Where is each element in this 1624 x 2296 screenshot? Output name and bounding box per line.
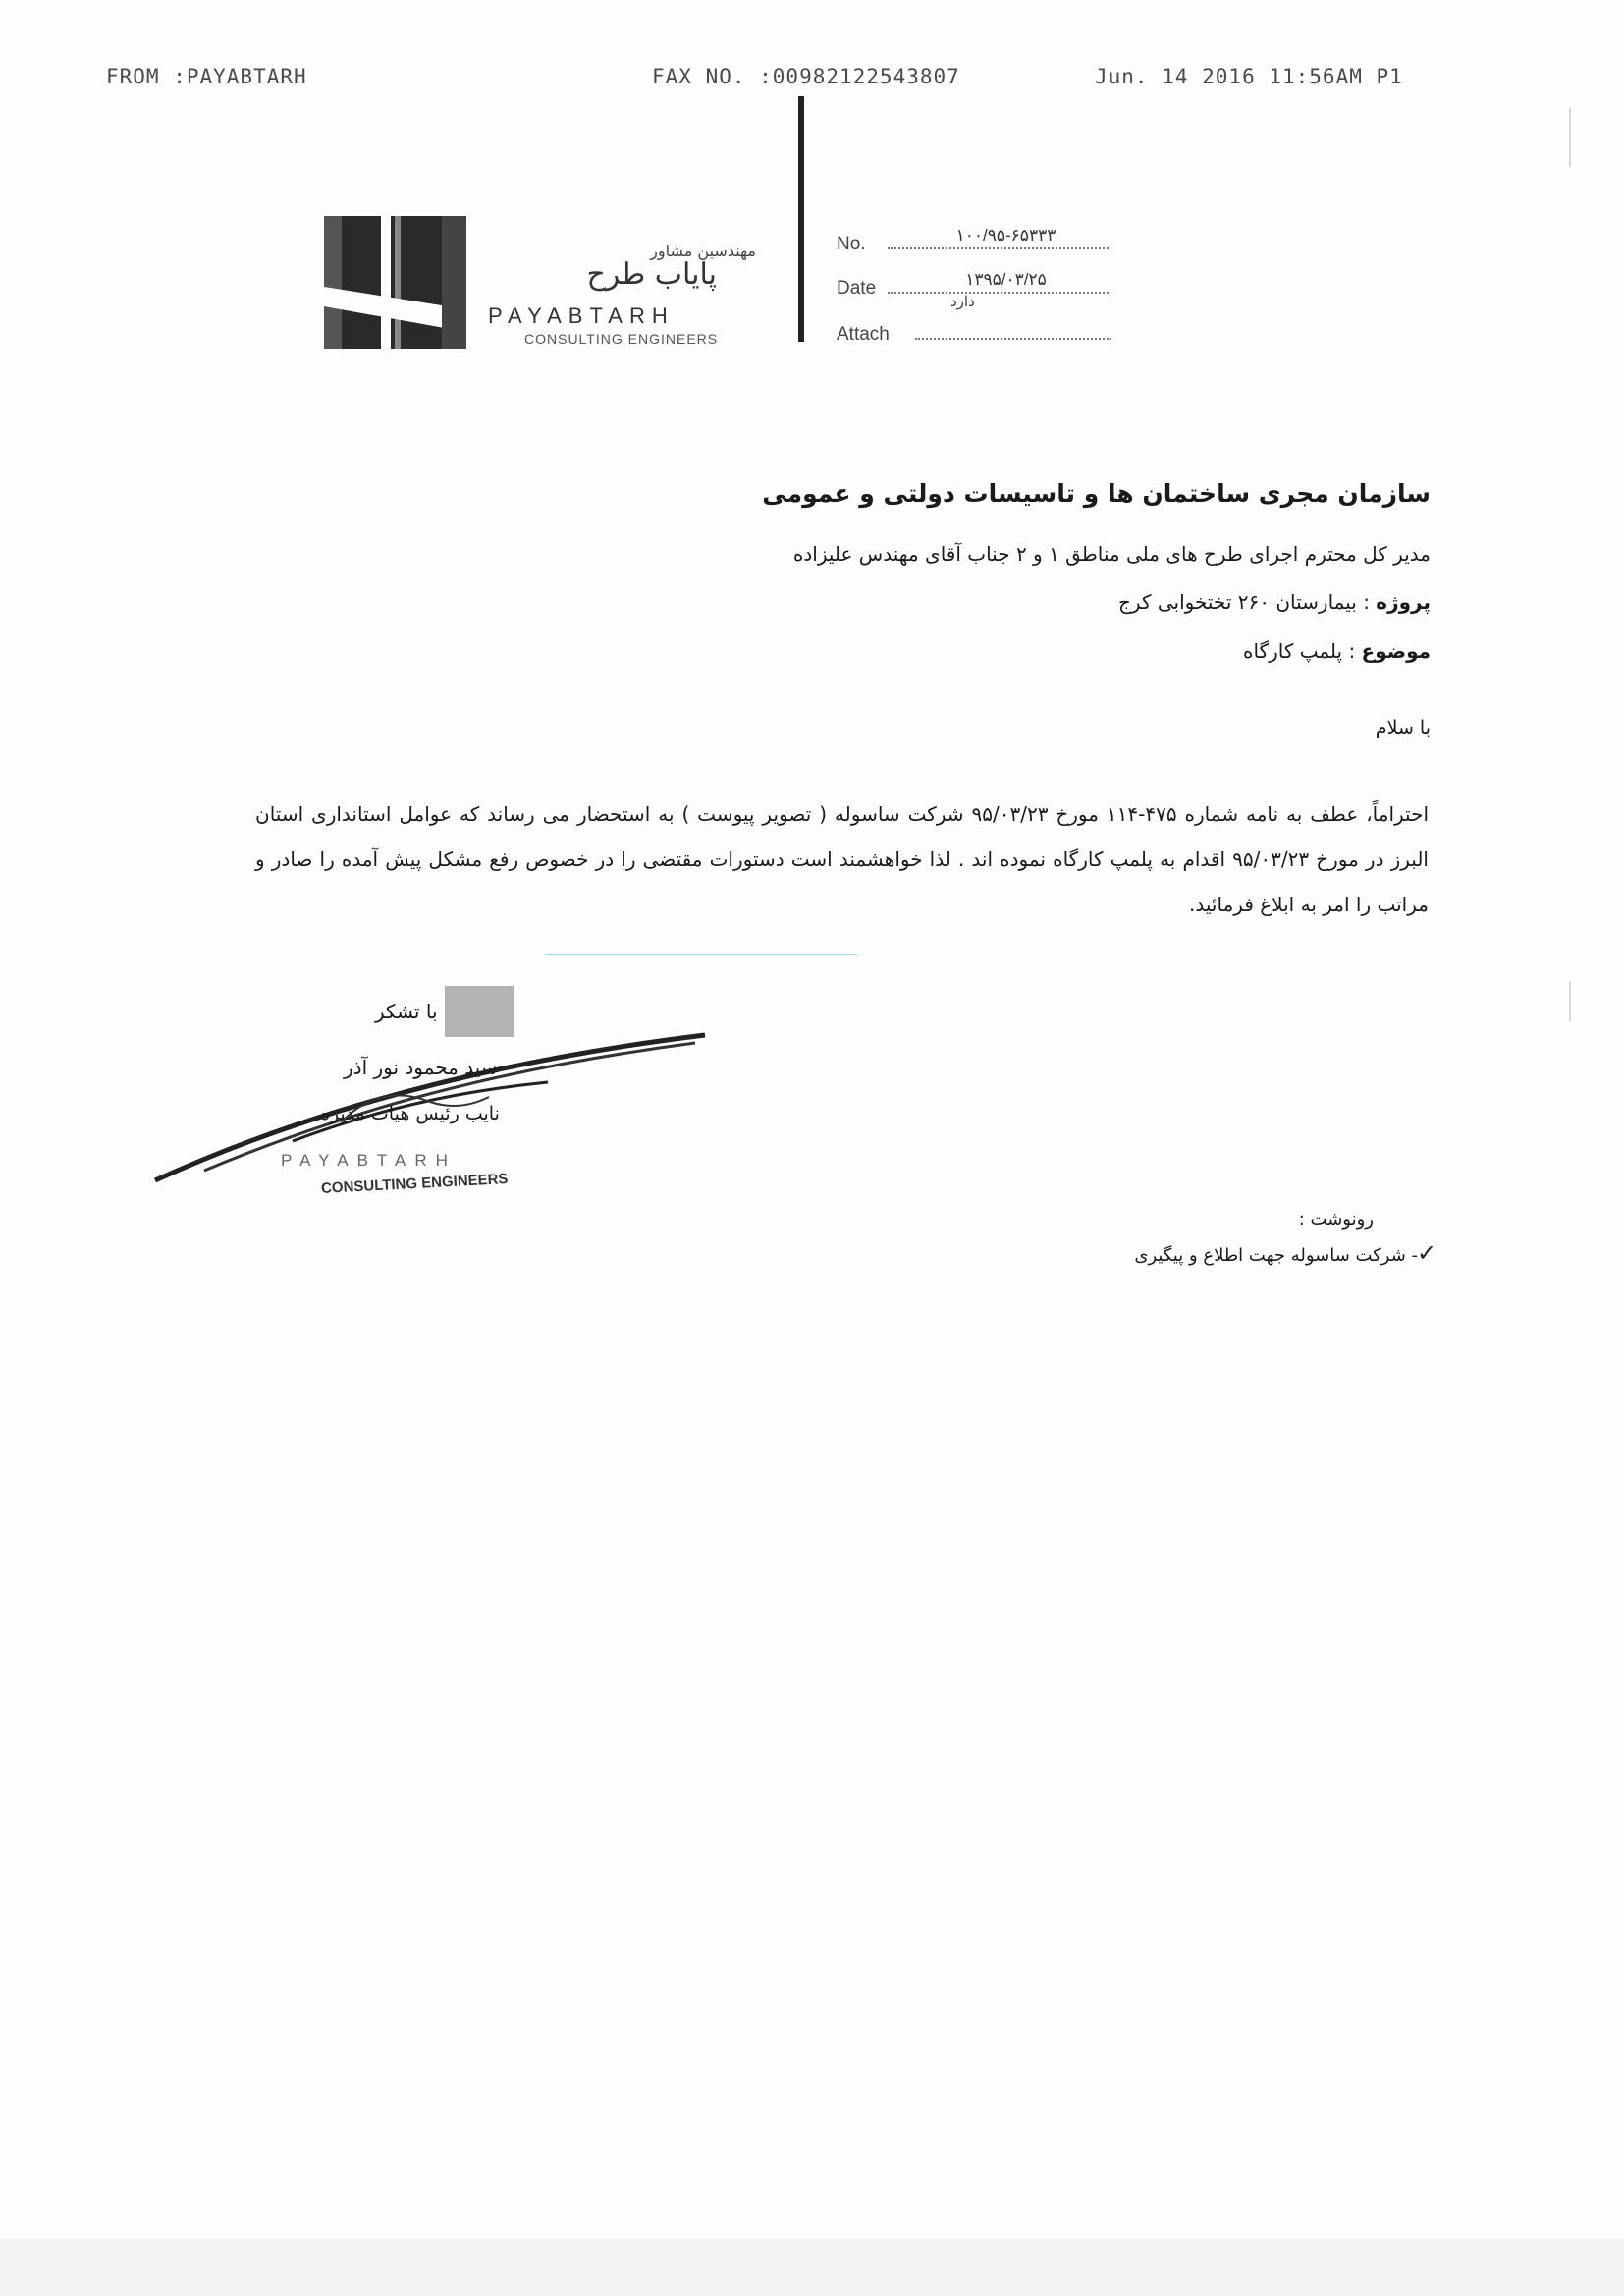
check-mark-icon: ✓ [1417, 1239, 1437, 1267]
greeting: با سلام [1375, 717, 1431, 738]
signatory-title: نایب رئیس هیات مدیره [320, 1103, 500, 1124]
company-subtitle-fa: مهندسین مشاور [650, 242, 756, 260]
signatory-name: سید محمود نور آذر [344, 1056, 498, 1079]
cc-item: - شرکت ساسوله جهت اطلاع و پیگیری [1134, 1245, 1418, 1266]
project-label: پروژه [1376, 590, 1431, 614]
signature-thanks: با تشکر [375, 1000, 438, 1023]
reference-attach [837, 324, 890, 346]
cc-label: رونوشت : [1298, 1209, 1374, 1230]
stamp-company-name: PAYABTARH [281, 1151, 457, 1170]
reference-number-value: ۱۰۰/۹۵-۶۵۳۳۳ [955, 226, 1056, 245]
recipient-organization: سازمان مجری ساختمان ها و تاسیسات دولتی و عمومی [762, 479, 1431, 508]
letter-body: احتراماً، عطف به نامه شماره ۴۷۵-۱۱۴ مورخ ۹۵/۰۳/۲۳ شرکت ساسوله ( تصویر پیوست ) به استحضار می رساند که عوامل استانداری استان البرز در مورخ ۹۵/۰۳/۲۳ اقدام به پلمپ کارگاه نموده اند . لذا خواهشمند است دستورات مقتضی را در خصوص رفع مشکل پیش آمده را صادر و مراتب را امر به ابلاغ فرمائید. [255, 802, 1430, 916]
subject-label: موضوع [1361, 639, 1431, 663]
company-name-fa: پایاب طرح [586, 257, 717, 292]
subject-value: پلمپ کارگاه [1242, 639, 1343, 663]
reference-number [837, 226, 1056, 255]
fax-from: FROM :PAYABTARH [106, 65, 307, 88]
fax-datetime: Jun. 14 2016 11:56AM P1 [1095, 65, 1403, 88]
company-subtitle-en: CONSULTING ENGINEERS [524, 331, 719, 347]
recipient-title: مدیر کل محترم اجرای طرح های ملی مناطق ۱ و ۲ جناب آقای مهندس علیزاده [792, 542, 1431, 566]
letterhead-divider [798, 96, 804, 342]
attachment-note: دارد [950, 293, 975, 310]
reference-attach-label: Attach [837, 324, 890, 345]
stamp-company-subtitle: CONSULTING ENGINEERS [320, 1171, 509, 1197]
scan-edge-mark [1569, 108, 1571, 167]
project-value: بیمارستان ۲۶۰ تختخوابی کرج [1118, 590, 1357, 614]
scan-edge-mark [1569, 982, 1571, 1021]
scan-artifact-line [545, 954, 857, 955]
company-name-en: PAYABTARH [488, 303, 675, 328]
reference-number-label: No. [837, 234, 866, 254]
reference-date-label: Date [837, 278, 877, 299]
fax-number: FAX NO. :00982122543807 [652, 65, 960, 88]
company-logo-icon [324, 216, 466, 349]
reference-date [837, 270, 1047, 300]
reference-dots [888, 247, 1109, 249]
reference-dots [915, 338, 1111, 340]
subject-line: موضوع : پلمپ کارگاه [1242, 639, 1431, 663]
project-line: پروژه : بیمارستان ۲۶۰ تختخوابی کرج [1118, 590, 1431, 614]
scan-bottom-band [0, 2239, 1624, 2296]
reference-dots [888, 292, 1109, 294]
reference-date-value: ۱۳۹۵/۰۳/۲۵ [965, 270, 1047, 289]
